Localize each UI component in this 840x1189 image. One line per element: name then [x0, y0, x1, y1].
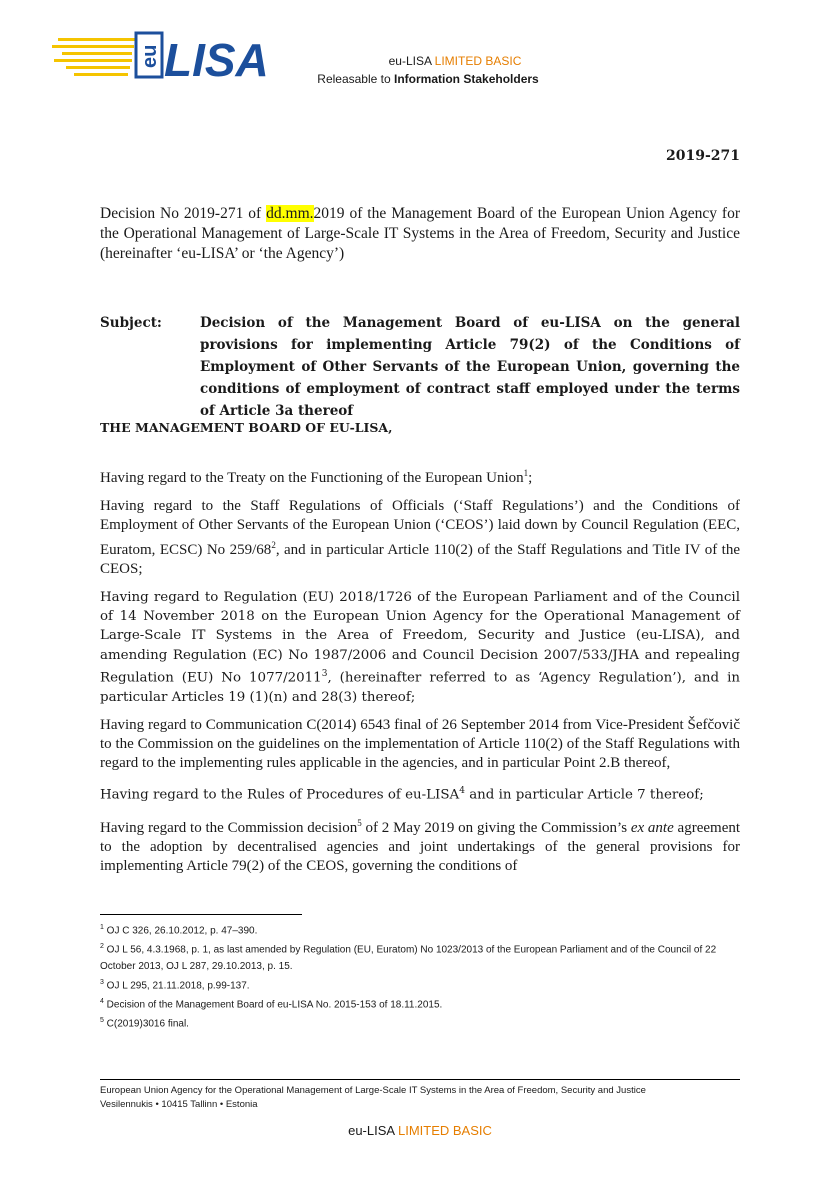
footer-address	[100, 1084, 646, 1112]
decision-title: Decision No 2019-271 of dd.mm.2019 of the Management Board of the European Union Agency for the Operational Management of Large-Scale IT Systems in the Area of Freedom, Security and Justice (hereinafter ‘eu-LISA’ or ‘the Agency’)	[100, 205, 740, 262]
recital-4: Having regard to Communication C(2014) 6543 final of 26 September 2014 from Vice-President Šefčovič to the Commission on the guidelines on the implementation of Article 110(2) of the Staff Regulations with regard to the implementing rules applicable in the agencies, and in particular Point 2.B thereof,	[100, 716, 740, 772]
classification-prefix: eu-LISA	[388, 54, 432, 68]
footer-address-line: Vesilennukis • 10415 Tallinn • Estonia	[100, 1099, 258, 1110]
recital-6: Having regard to the Commission decision$^5$ of 2 May 2019 on giving the Commission’s ex ante agreement to the adoption by decentralised agencies and joint undertakings of the general provisions for implementing Article 79(2) of the CEOS, governing the conditions of	[100, 817, 741, 875]
recital-1: Having regard to the Treaty on the Functioning of the European Union$^1$;	[100, 468, 533, 486]
recital-2: Having regard to the Staff Regulations of Officials (‘Staff Regulations’) and the Conditions of Employment of Other Servants of the European Union (‘CEOS’) laid down by Council Regulation (EEC, Euratom, ECSC) No $259/68^2$, and in particular Article 110(2) of the Staff Regulations and Title IV of the CEOS;	[100, 498, 741, 577]
footer-separator	[100, 1079, 740, 1080]
classification-level: LIMITED BASIC	[434, 54, 522, 68]
footnote-ref-4: 4	[459, 786, 465, 797]
footnote-2: $^2$ OJ L 56, 4.3.1968, p. 1, as last amended by Regulation (EU, Euratom) No 1023/2013 of the European Parliament and of the Council of 22 October 2013, OJ L 287, 29.10.2013, p. 15.	[100, 943, 717, 972]
footnotes	[100, 920, 740, 1033]
subject-label: Subject:	[100, 315, 162, 331]
board-heading: THE MANAGEMENT BOARD OF EU-LISA,	[100, 420, 393, 435]
footnote-ref-1: 1	[523, 468, 529, 478]
footnote-4: $^4$ Decision of the Management Board of eu-LISA No. 2015-153 of 18.11.2015.	[100, 997, 443, 1011]
date-placeholder: dd.mm.	[266, 205, 314, 222]
recitals	[100, 464, 740, 886]
recital-3: Having regard to Regulation (EU) 2018/1726 of the European Parliament and of the Council of 14 November 2018 on the European Union Agency for the Operational Management of Large-Scale IT Systems in the Area of Freedom, Security and Justice (eu-LISA), and amending Regulation (EC) No 1987/2006 and Council Decision 2007/533/JHA and repealing Regulation (EU) No 1077/2011$^3$, (hereinafter referred to as ‘Agency Regulation’), and in particular Articles 19 (1)(n) and 28(3) thereof;	[100, 590, 741, 705]
releasable-prefix: Releasable to	[317, 72, 391, 86]
footnote-ref-3: 3	[321, 668, 328, 679]
subject-text: Decision of the Management Board of eu-LISA on the general provisions for implementing Article 79(2) of the Conditions of Employment of Other Servants of the European Union, governing the conditions of employment of contract staff employed under the terms of Article 3a thereof	[200, 315, 740, 419]
footer-classification: eu-LISA LIMITED BASIC	[348, 1123, 492, 1138]
header-classification	[0, 52, 840, 88]
footnote-ref-5: 5	[357, 817, 362, 828]
footer-agency-name: European Union Agency for the Operational Management of Large-Scale IT Systems in the Area of Freedom, Security and Justice	[100, 1085, 646, 1096]
recital-5: Having regard to the Rules of Procedures of eu-LISA$^4$ and in particular Article 7 thereof;	[100, 786, 704, 803]
footnote-5: $^5$ C(2019)3016 final.	[100, 1017, 189, 1030]
footnote-separator	[100, 914, 302, 915]
logo-lisa-text: LISA	[164, 34, 269, 86]
document-number: 2019-271	[666, 148, 740, 164]
releasable-to: Information Stakeholders	[394, 72, 539, 86]
footnote-3: $^3$ OJ L 295, 21.11.2018, p.99-137.	[100, 978, 250, 991]
footnote-ref-2: 2	[271, 539, 276, 550]
subject-block	[100, 312, 740, 422]
svg-text:eu: eu	[139, 44, 161, 68]
footnote-1: $^1$ OJ C 326, 26.10.2012, p. 47–390.	[100, 924, 258, 937]
